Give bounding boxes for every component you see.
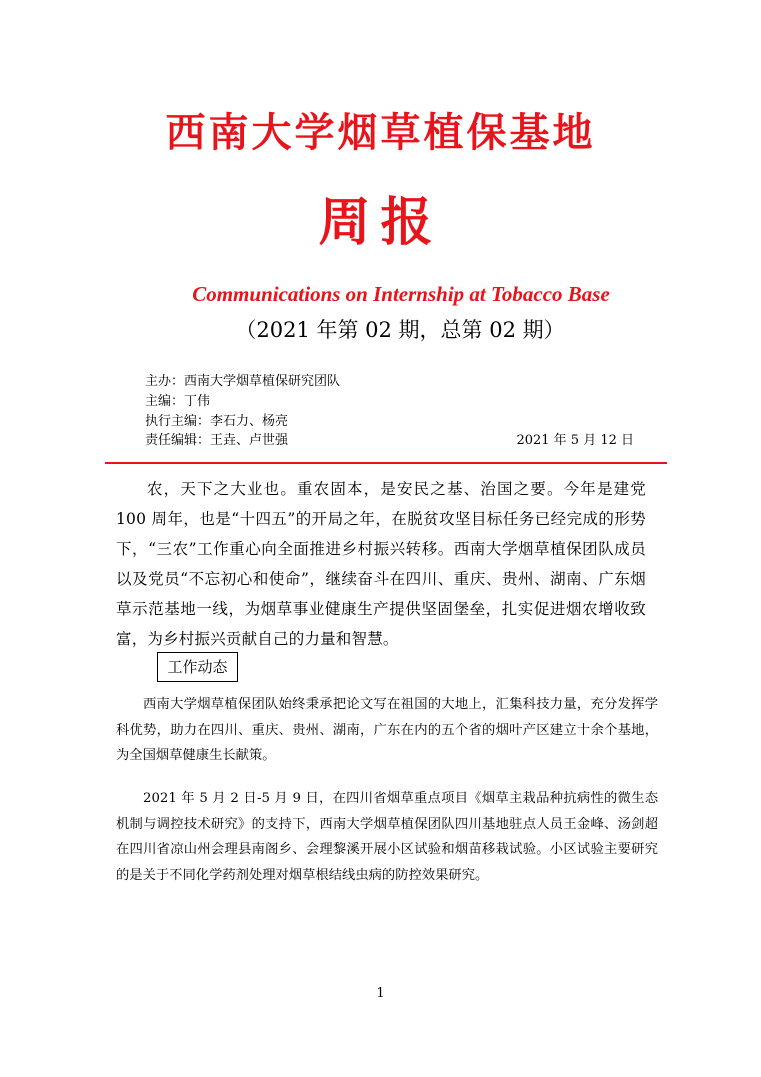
newsletter-subtitle: 周报 — [318, 192, 443, 253]
section-heading-work-updates: 工作动态 — [157, 652, 238, 682]
meta-host: 主办：西南大学烟草植保研究团队 — [145, 374, 341, 389]
meta-responsible-editors: 责任编辑：王垚、卢世强 — [145, 433, 289, 448]
meta-editor-in-chief: 主编：丁伟 — [145, 394, 211, 409]
work-update-paragraph-1: 西南大学烟草植保团队始终秉承把论文写在祖国的大地上，汇集科技力量，充分发挥学科优势，助力在四川、重庆、贵州、湖南，广东在内的五个省的烟叶产区建立十余个基地，为全国烟草健康生长献策。 — [116, 697, 658, 763]
intro-paragraph: 农，天下之大业也。重农固本，是安民之基、治国之要。今年是建党 100 周年，也是“十四五”的开局之年，在脱贫攻坚目标任务已经完成的形势下，“三农”工作重心向全面推进乡村振兴转移。西南大学烟草植保团队成员以及党员“不忘初心和使命”，继续奋斗在四川、重庆、贵州、湖南、广东烟草示范基地一线，为烟草事业健康生产提供坚固堡垒，扎实促进烟农增收致富，为乡村振兴贡献自己的力量和智慧。 — [116, 480, 646, 648]
page-number: 1 — [376, 986, 385, 1001]
english-title: Communications on Internship at Tobacco Base — [192, 282, 610, 306]
header-divider — [105, 462, 667, 464]
meta-executive-editors: 执行主编：李石力、杨亮 — [145, 414, 289, 429]
newsletter-title: 西南大学烟草植保基地 — [165, 109, 596, 156]
work-update-paragraph-2: 2021 年 5 月 2 日-5 月 9 日，在四川省烟草重点项目《烟草主栽品种抗病性的微生态机制与调控技术研究》的支持下，西南大学烟草植保团队四川基地驻点人员王金峰、汤剑超在四川省凉山州会理县南阁乡、会理黎溪开展小区试验和烟苗移栽试验。小区试验主要研究的是关于不同化学药剂处理对烟草根结线虫病的防控效果研究。 — [116, 791, 658, 883]
issue-number: （2021 年第 02 期，总第 02 期） — [235, 318, 565, 342]
publication-date: 2021 年 5 月 12 日 — [516, 433, 634, 448]
